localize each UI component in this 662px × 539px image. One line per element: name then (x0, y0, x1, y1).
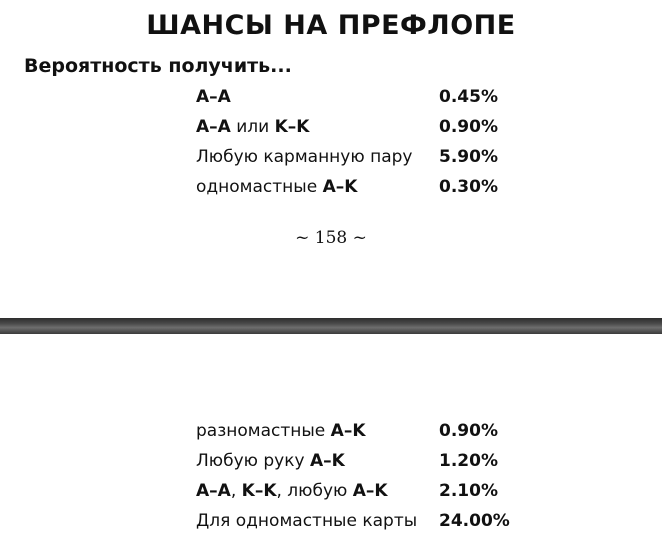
odds-row-value: 1.20% (439, 451, 498, 471)
description-text: одномастные (196, 177, 323, 197)
odds-row-label (196, 478, 388, 504)
page-bottom (0, 334, 662, 539)
odds-row (196, 174, 616, 200)
odds-row-label (196, 144, 412, 170)
hand-text: K–K (241, 481, 277, 501)
odds-row-label (196, 84, 231, 110)
page-title: ШАНСЫ НА ПРЕФЛОПЕ (146, 10, 516, 41)
hand-text: A–A (196, 117, 231, 137)
odds-row-value: 0.45% (439, 87, 498, 107)
page-number: ~ 158 ~ (295, 228, 367, 248)
odds-row (196, 478, 616, 504)
hand-text: A–K (352, 481, 388, 501)
odds-row (196, 144, 616, 170)
section-subtitle: Вероятность получить... (24, 55, 292, 77)
hand-text: A–A (196, 87, 231, 107)
odds-row (196, 418, 616, 444)
odds-row-value: 2.10% (439, 481, 498, 501)
odds-row-label (196, 508, 417, 534)
odds-row-value: 0.30% (439, 177, 498, 197)
hand-text: A–K (322, 177, 358, 197)
connector-text: , (230, 481, 242, 501)
description-text: Любую карманную пару (196, 147, 413, 167)
odds-row (196, 448, 616, 474)
odds-row-value: 0.90% (439, 117, 498, 137)
description-text: разномастные (196, 421, 331, 441)
odds-row-value: 24.00% (439, 511, 510, 531)
odds-row-label (196, 448, 345, 474)
hand-text: K–K (274, 117, 310, 137)
odds-row (196, 508, 616, 534)
odds-row (196, 114, 616, 140)
connector-text: , любую (276, 481, 353, 501)
odds-row-label (196, 114, 309, 140)
connector-text: или (230, 117, 275, 137)
odds-row-label (196, 174, 357, 200)
hand-text: A–K (309, 451, 345, 471)
description-text: Для одномастные карты (196, 511, 418, 531)
hand-text: A–K (330, 421, 366, 441)
odds-row-label (196, 418, 366, 444)
odds-row (196, 84, 616, 110)
page-divider (0, 318, 662, 334)
odds-row-value: 0.90% (439, 421, 498, 441)
odds-row-value: 5.90% (439, 147, 498, 167)
hand-text: A–A (196, 481, 231, 501)
description-text: Любую руку (196, 451, 310, 471)
